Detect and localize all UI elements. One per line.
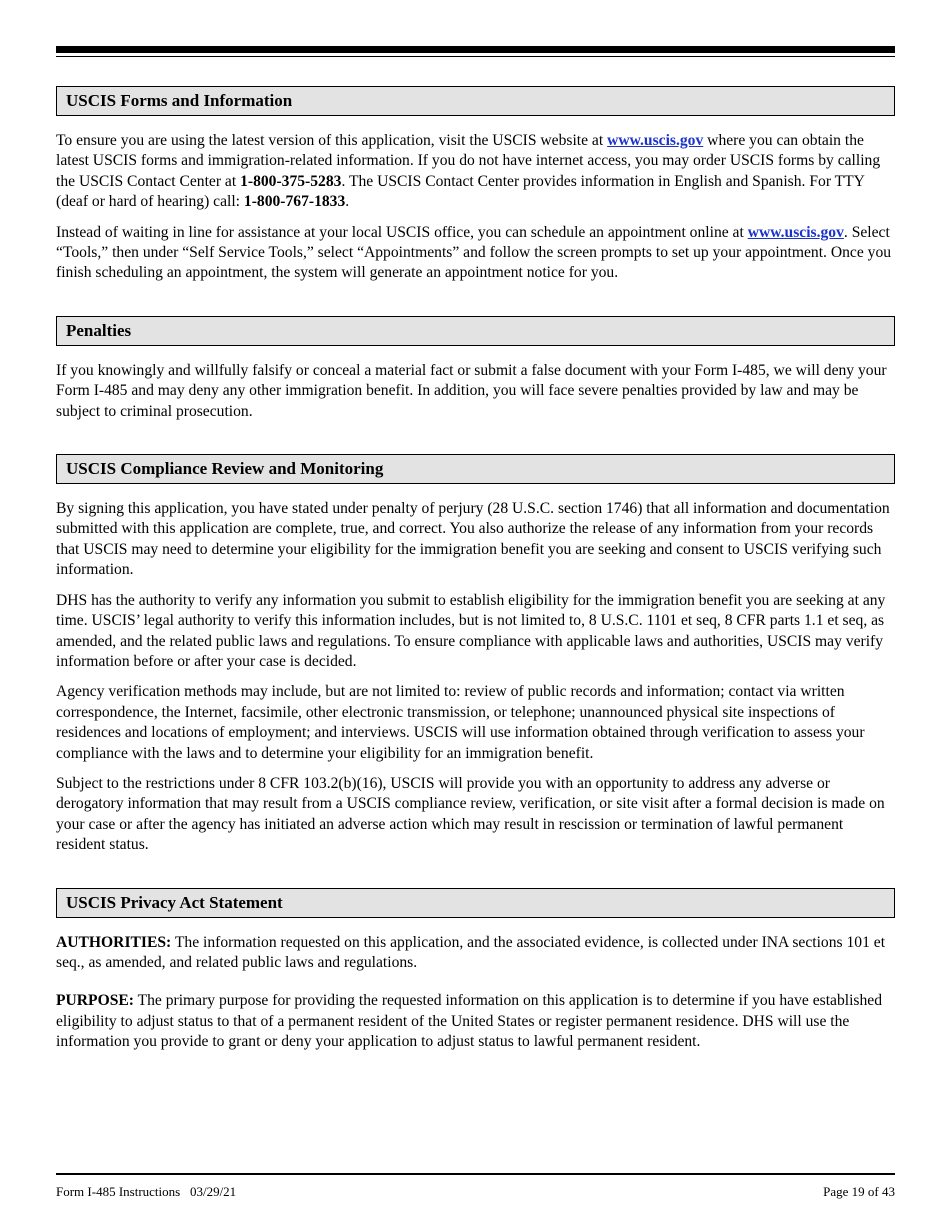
text-segment: where you can obtain the latest USCIS forms and immigration-related information. If you do not have internet access, you may order USCIS forms by calling the USCIS Contact Center at [56, 132, 881, 190]
top-rule-thin [56, 56, 895, 57]
section-title: USCIS Forms and Information [66, 91, 293, 110]
footer-form-id: Form I-485 Instructions 03/29/21 [56, 1183, 237, 1199]
uscis-website-link[interactable]: www.uscis.gov [607, 132, 704, 149]
text-segment: . Select “Tools,” then under “Self Service Tools,” select “Appointments” and follow the screen prompts to set up your appointment. Once you finish scheduling an appointment, the system will generate an appointment notice for you. [56, 223, 892, 282]
forms-paragraph-2 [56, 223, 895, 284]
section-title: Penalties [66, 320, 132, 340]
footer-page-number: Page 19 of 43 [823, 1183, 895, 1199]
section-title: USCIS Compliance Review and Monitoring [66, 459, 384, 479]
section-header-privacy [56, 888, 895, 918]
forms-paragraph-1 [56, 131, 895, 213]
privacy-purpose-paragraph [56, 991, 895, 1052]
page-footer [56, 1173, 895, 1200]
compliance-paragraph-3: Agency verification methods may include, but are not limited to: review of public records and information; contact via written correspondence, the Internet, facsimile, other electronic transmission, or telephone; unannounced physical site inspections of residences and locations of employment; and interviews. USCIS will use information obtained through verification to assess your compliance with the laws and to determine your eligibility for an immigration benefit. [56, 683, 865, 762]
top-rule-thick [56, 46, 895, 53]
purpose-text: The primary purpose for providing the requested information on this application is to determine if you have established eligibility to adjust status to that of a permanent resident of the United States or register permanent residence. DHS will use the information you provide to grant or deny your application to adjust status to lawful permanent resident. [56, 992, 882, 1051]
section-header-forms [56, 86, 895, 116]
footer-rule [56, 1173, 895, 1175]
compliance-paragraph-1: By signing this application, you have stated under penalty of perjury (28 U.S.C. section 1746) that all information and documentation submitted with this application are complete, true, and correct. You also authorize the release of any information from your records that USCIS may need to determine your eligibility for the immigration benefit you are seeking and consent to USCIS verifying such information. [56, 500, 890, 579]
authorities-label: AUTHORITIES: [56, 933, 172, 951]
privacy-authorities-paragraph [56, 933, 895, 974]
section-header-compliance [56, 454, 895, 484]
section-header-penalties [56, 316, 895, 346]
tty-phone: 1-800-767-1833 [243, 193, 346, 211]
page-content [56, 46, 895, 1053]
compliance-paragraph-2: DHS has the authority to verify any information you submit to establish eligibility for the immigration benefit you are seeking at any time. USCIS’ legal authority to verify this information includes, but is not limited to, 8 U.S.C. 1101 et seq, 8 CFR parts 1.1 et seq, as amended, and the related public laws and regulations. To ensure compliance with applicable laws and authorities, USCIS may verify information before or after your case is decided. [56, 591, 886, 670]
contact-center-phone: 1-800-375-5283 [240, 172, 342, 190]
compliance-paragraph-4: Subject to the restrictions under 8 CFR 103.2(b)(16), USCIS will provide you with an opportunity to address any adverse or derogatory information that may result from a USCIS compliance review, verification, or site visit after a formal decision is made on your case or after the agency has initiated an adverse action which may result in rescission or termination of lawful permanent resident status. [56, 774, 885, 854]
text-segment: To ensure you are using the latest version of this application, visit the USCIS website at [56, 132, 608, 149]
section-title: USCIS Privacy Act Statement [66, 892, 283, 912]
purpose-label: PURPOSE: [56, 992, 134, 1010]
penalties-paragraph: If you knowingly and willfully falsify or conceal a material fact or submit a false document with your Form I-485, we will deny your Form I-485 and may deny any other immigration benefit. In addition, you will face severe penalties provided by law and may be subject to criminal prosecution. [56, 361, 887, 420]
uscis-website-link[interactable]: www.uscis.gov [747, 223, 844, 241]
text-segment: . The USCIS Contact Center provides information in English and Spanish. For TTY (deaf or hard of hearing) call: [56, 172, 865, 211]
authorities-text: The information requested on this application, and the associated evidence, is collected under INA sections 101 et seq., as amended, and related public laws and regulations. [56, 933, 886, 971]
text-segment: Instead of waiting in line for assistance at your local USCIS office, you can schedule an appointment online at [56, 223, 748, 241]
text-segment: . [345, 193, 350, 211]
